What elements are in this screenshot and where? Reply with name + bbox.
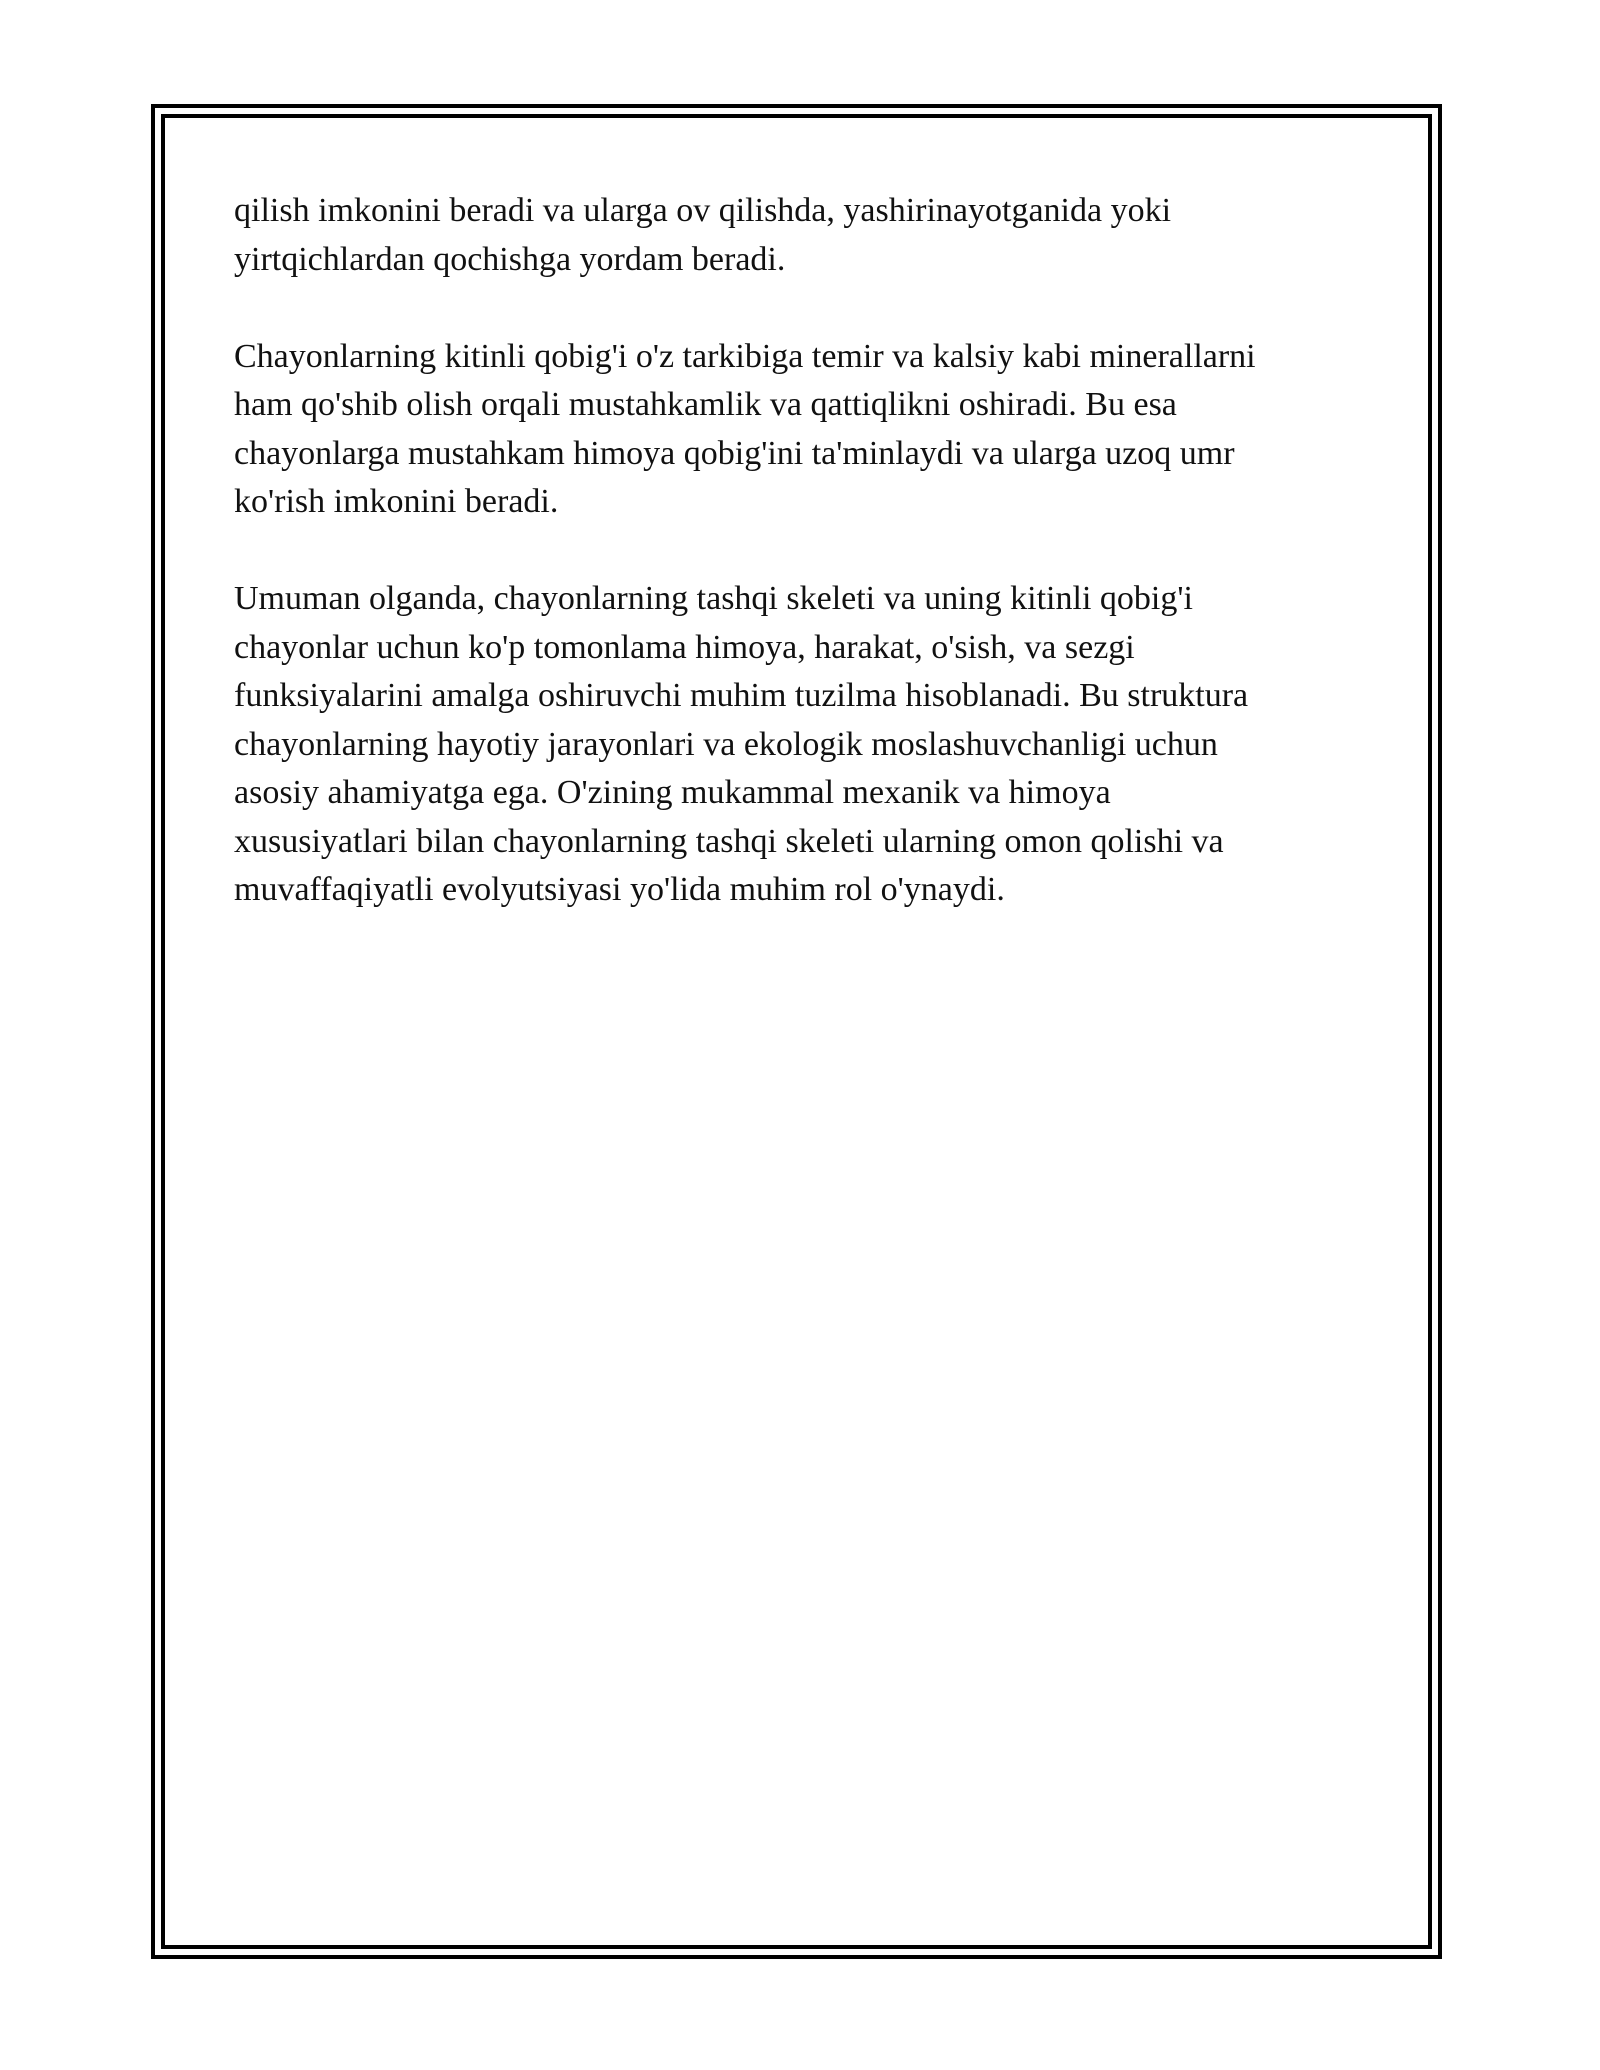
text-line: funksiyalarini amalga oshiruvchi muhim tuzilma hisoblanadi. Bu struktura: [234, 677, 1249, 714]
text-line: Umuman olganda, chayonlarning tashqi skeleti va uning kitinli qobig'i: [234, 580, 1193, 617]
text-line: ko'rish imkonini beradi.: [234, 483, 559, 520]
text-line: Chayonlarning kitinli qobig'i o'z tarkibiga temir va kalsiy kabi minerallarni: [234, 337, 1256, 375]
text-line: asosiy ahamiyatga ega. O'zining mukammal mexanik va himoya: [234, 774, 1111, 811]
text-line: chayonlarga mustahkam himoya qobig'ini ta'minlaydi va ularga uzoq umr: [234, 434, 1235, 472]
text-line: xususiyatlari bilan chayonlarning tashqi skeleti ularning omon qolishi va: [234, 822, 1224, 860]
text-line: qilish imkonini beradi va ularga ov qilishda, yashirinayotganida yoki: [234, 192, 1172, 229]
text-line: chayonlarning hayotiy jarayonlari va ekologik moslashuvchanligi uchun: [234, 725, 1218, 763]
document-body: [234, 187, 1364, 963]
text-line: chayonlar uchun ko'p tomonlama himoya, harakat, o'sish, va sezgi: [234, 628, 1135, 666]
text-line: yirtqichlardan qochishga yordam beradi.: [234, 240, 786, 278]
paragraph-3: [234, 575, 1364, 915]
paragraph-1: [234, 187, 1364, 284]
paragraph-2: [234, 333, 1364, 527]
text-line: ham qo'shib olish orqali mustahkamlik va qattiqlikni oshiradi. Bu esa: [234, 386, 1177, 423]
text-line: muvaffaqiyatli evolyutsiyasi yo'lida muhim rol o'ynaydi.: [234, 871, 1005, 908]
